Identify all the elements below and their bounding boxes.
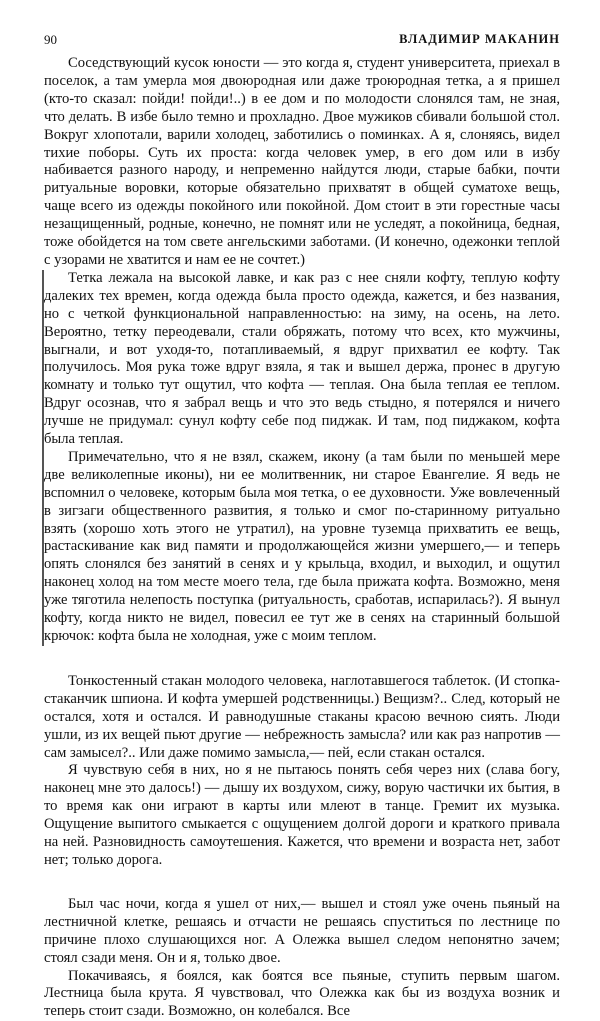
- paragraph-7: Покачиваясь, я боялся, как боятся все пьяные, ступить первым шагом. Лестница была крута. Я чувствовал, что Олежка как бы из воздуха возник и теперь стоит сзади. Возможно, он колебался. Все: [44, 968, 560, 1021]
- running-header: [44, 32, 560, 50]
- paragraph-6: Был час ночи, когда я ушел от них,— вышел и стоял уже очень пьяный на лестничной клетке, решаясь и отчасти не решаясь спуститься по лестнице по причине плохо слушающихся ног. А Олежка вышел следом непонятно зачем; стоял сзади меня. Он и я, только двое.: [44, 896, 560, 968]
- section-break: [44, 870, 560, 896]
- section-break: [44, 646, 560, 673]
- paragraph-4: Тонкостенный стакан молодого человека, наглотавшегося таблеток. (И стопка-стаканчик шпиона. И кофта умершей родственницы.) Вещизм?.. След, который не остался, хотя и остался. И равнодушные стаканы красою вечною сиять. Люди ушли, из их вещей пьют другие — небрежность замысла? или как раз напротив — сам замысел?.. Или даже помимо замысла,— пей, если стакан остался.: [44, 673, 560, 763]
- paragraph-2: Тетка лежала на высокой лавке, и как раз с нее сняли кофту, теплую кофту далеких тех времен, когда одежда была просто одежда, кажется, и без названия, но с четкой функциональной направленностью: на зиму, на осень, на лето. Вероятно, тетку переодевали, стали обряжать, потому что всех, кто мужчины, выгнали, и вот уходя-то, потапливаемый, я вдруг прихватил ее кофту. Так получилось. Моя рука тоже вдруг взяла, я так и вышел держа, пронес в другую комнату и только тут ощутил, что кофта — теплая. Она была теплая ее теплом. Вдруг осознав, что я забрал вещь и что это ведь стыдно, я потерялся и ничего лучше не придумал: сунул кофту себе под пиджак. И там, под пиджаком, кофта была теплая.: [42, 270, 560, 449]
- page-number: 90: [44, 32, 57, 48]
- paragraph-3: Примечательно, что я не взял, скажем, икону (а там были по меньшей мере две великолепные иконы), ни ее молитвенник, ни старое Евангелие. Я ведь не вспомнил о человеке, которым была моя тетка, о ее духовности. Уже вовлеченный в зигзаги общественного развития, я только и смог по-старинному ритуально взять (хорошо хоть этого не утратил), на уровне туземца прихватить ее вещь, растаскивание как вид памяти и продолжающейся жизни умершего,— и теперь опять слонялся без занятий в сенях и у крыльца, входил, и выходил, и ощутил наконец холод на том месте моего тела, где была прижата кофта. Возможно, меня уже тяготила нелепость поступка (ритуальность, сработав, испарилась?). Я вынул кофту, когда никто не видел, повесил ее тут же в сенях на старинный большой крючок: кофта была не холодная, уже с моим теплом.: [42, 449, 560, 646]
- text-body: [44, 55, 560, 1021]
- paragraph-1: Соседствующий кусок юности — это когда я, студент университета, приехал в поселок, а там умерла моя двоюродная или даже троюродная тетка, а я пришел (кто-то сказал: пойди! пойди!..) в ее дом и по молодости слонялся там, не зная, что делать. В избе было темно и прохладно. Двое мужиков сбивали большой стол. Вокруг хлопотали, варили холодец, заботились о поминках. А я, слоняясь, видел тихие поборы. Суть их проста: когда человек умер, в его дом или в избу набивается разного народу, и непременно найдутся люди, старые бабки, почти ритуальные воровки, которые обязательно прихватят в общей суматохе вещь, чаще всего из одежды покойного или покойной. Дом стоит в эти горестные часы незащищенный, родные, конечно, не помнят или не уследят, а покойница, бедная, тоже обойдется на том свете ангельскими заботами. (И конечно, одежонки теплой с узорами не хватится и нам ее не сочтет.): [44, 55, 560, 270]
- running-header-author: ВЛАДИМИР МАКАНИН: [399, 32, 560, 47]
- paragraph-5: Я чувствую себя в них, но я не пытаюсь понять себя через них (слава богу, наконец мне это далось!) — дышу их воздухом, сижу, ворую частички их бытия, в то время как они играют в карты или млеют в танце. Гремит их музыка. Ощущение выпитого смыкается с ощущением долгой дороги и краткого привала на ней. Разновидность самоутешения. Кажется, что времени и возраста нет, забот нет; только дорога.: [44, 762, 560, 869]
